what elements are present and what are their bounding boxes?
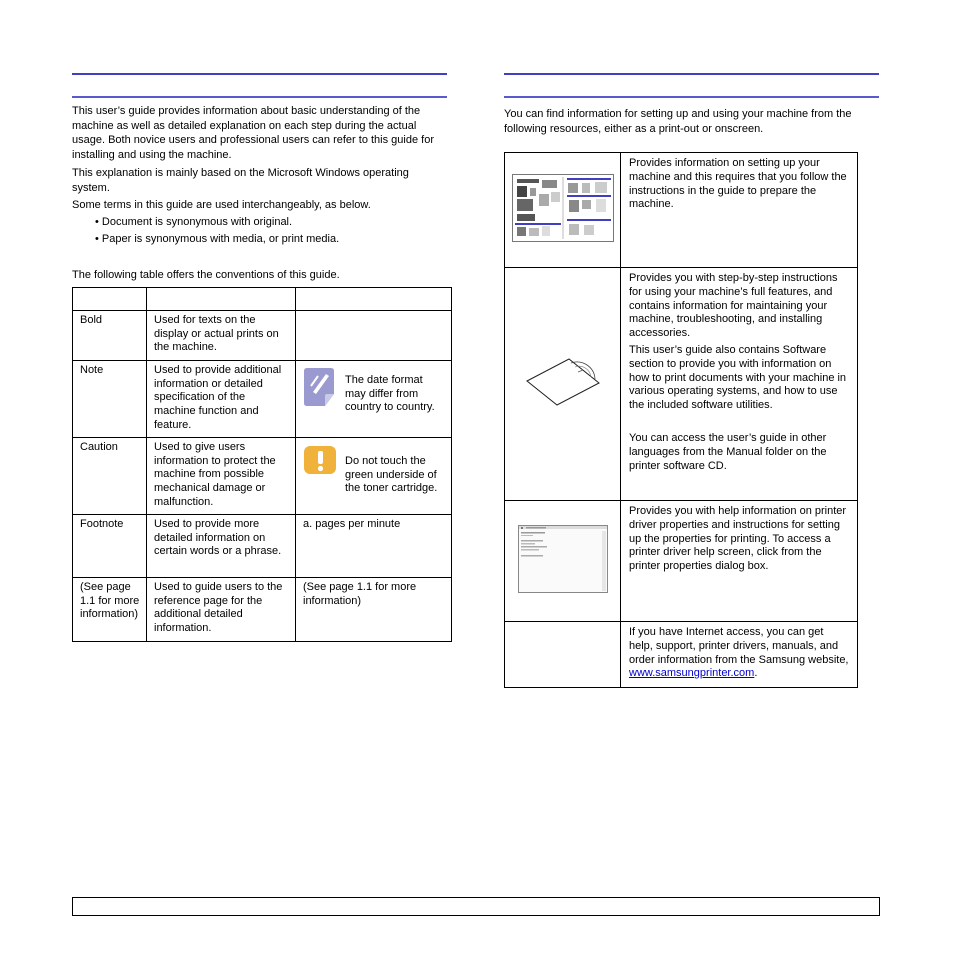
resource-image-cell (505, 153, 621, 268)
convention-meaning: Used for texts on the display or actual prints on the machine. (147, 311, 296, 361)
right-heading-rule-top (504, 73, 879, 75)
footer-box (72, 897, 880, 916)
table-row (73, 438, 452, 515)
resource-text: This user’s guide also contains Software section to provide you with information on how to print documents with your machine in various operating systems, and how to use the included software utilities. (629, 343, 847, 412)
convention-meaning: Used to provide additional information or detailed specification of the machine function and feature. (147, 361, 296, 438)
note-icon (303, 366, 337, 408)
caution-icon (303, 443, 337, 477)
table-row (73, 311, 452, 361)
caution-example (303, 441, 445, 496)
resources-intro: You can find information for setting up and using your machine from the following resources, either as a print-out or onscreen. (504, 108, 852, 135)
samsung-website-link[interactable]: www.samsungprinter.com (629, 667, 755, 680)
resource-description (621, 153, 858, 268)
convention-example: a. pages per minute (296, 515, 452, 578)
table-header-row (73, 288, 452, 311)
resource-row (505, 622, 858, 688)
note-example-text: The date format may differ from country to country. (345, 374, 435, 414)
convention-name: Bold (73, 311, 147, 361)
note-example (303, 364, 445, 415)
website-text: If you have Internet access, you can get help, support, printer drivers, manuals, and order information from the Samsung website, (629, 626, 849, 666)
convention-meaning: Used to provide more detailed information on certain words or a phrase. (147, 515, 296, 578)
table-row (73, 361, 452, 438)
quick-guide-thumbnail (512, 174, 614, 242)
right-heading-rule-bottom (504, 96, 879, 98)
convention-name: (See page 1.1 for more information) (73, 578, 147, 642)
resource-image-cell (505, 268, 621, 501)
resource-description (621, 622, 858, 688)
left-heading-rule-bottom (72, 96, 447, 98)
resource-text: You can access the user’s guide in other languages from the Manual folder on the printer software CD. (629, 431, 827, 472)
resource-image-cell (505, 501, 621, 622)
term-bullet-text: Document is synonymous with original. (101, 216, 293, 228)
windows-paragraph: This explanation is mainly based on the Microsoft Windows operating system. (72, 167, 409, 194)
term-bullet: • Document is synonymous with original. (95, 216, 293, 228)
driver-help-screenshot (518, 525, 608, 593)
resource-row (505, 268, 858, 501)
convention-name: Caution (73, 438, 147, 515)
caution-example-text: Do not touch the green underside of the toner cartridge. (345, 455, 438, 495)
convention-example (296, 361, 452, 438)
resource-description (621, 268, 858, 501)
table-intro: The following table offers the conventions of this guide. (72, 269, 340, 281)
resource-text: Provides you with help information on printer driver properties and instructions for setting up the properties for printing. To access a printer driver help screen, click from the printer properties dialog box. (629, 505, 847, 573)
resource-text: Provides you with step-by-step instructions for using your machine’s full features, and contains information for maintaining your machine, troubleshooting, and installing accessories. (629, 272, 838, 340)
intro-paragraph: This user’s guide provides information about basic understanding of the machine as well as detailed explanation on each step during the actual usage. Both novice users and professional users can refer to this guide for installing and using the machine. (72, 105, 434, 161)
convention-meaning: Used to give users information to protect the machine from possible mechanical damage or malfunction. (147, 438, 296, 515)
table-row (73, 515, 452, 578)
term-bullet: • Paper is synonymous with media, or print media. (95, 233, 340, 245)
table-row (73, 578, 452, 642)
header-cell (73, 288, 147, 311)
convention-name: Note (73, 361, 147, 438)
resource-row (505, 501, 858, 622)
convention-example: (See page 1.1 for more information) (296, 578, 452, 642)
left-heading-rule-top (72, 73, 447, 75)
conventions-table (72, 287, 452, 642)
header-cell (147, 288, 296, 311)
cd-icon (525, 357, 601, 407)
terms-paragraph: Some terms in this guide are used interchangeably, as below. (72, 199, 371, 211)
resource-row (505, 153, 858, 268)
resource-text (629, 626, 850, 681)
header-cell (296, 288, 452, 311)
term-bullet-text: Paper is synonymous with media, or print media. (101, 233, 340, 245)
resource-description (621, 501, 858, 622)
convention-example (296, 311, 452, 361)
resource-image-cell (505, 622, 621, 688)
website-suffix: . (754, 667, 758, 680)
resources-table (504, 152, 858, 688)
convention-example (296, 438, 452, 515)
convention-meaning: Used to guide users to the reference page for the additional detailed information. (147, 578, 296, 642)
resource-text: Provides information on setting up your machine and this requires that you follow the instructions in the guide to prepare the machine. (629, 157, 847, 211)
convention-name: Footnote (73, 515, 147, 578)
